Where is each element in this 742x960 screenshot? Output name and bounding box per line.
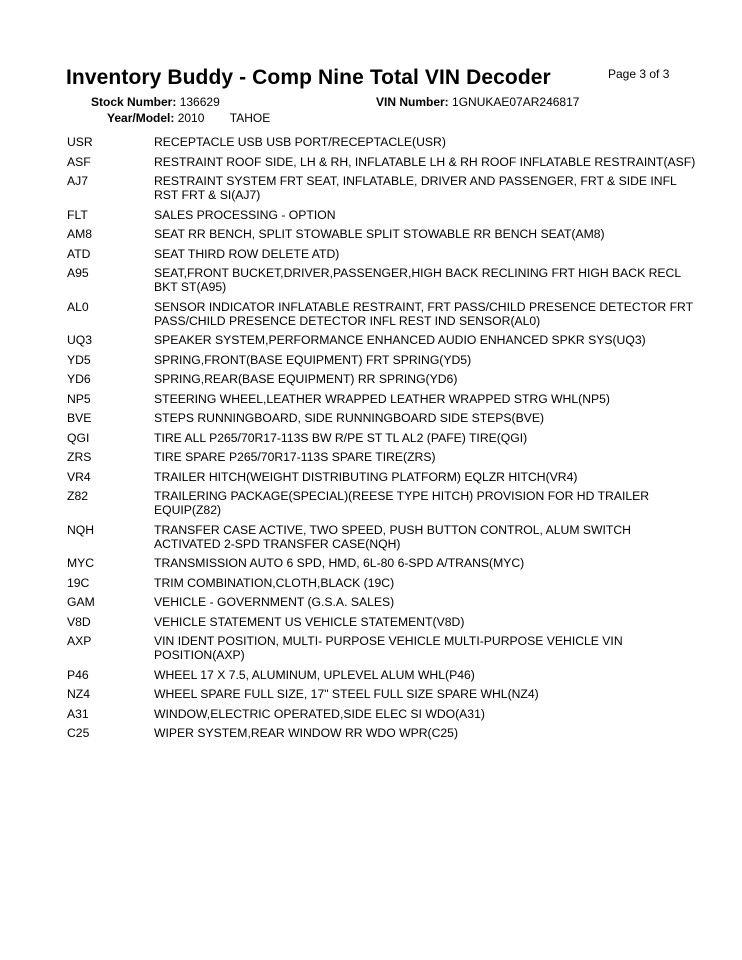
option-code: USR — [67, 135, 93, 149]
option-code: NP5 — [67, 391, 91, 406]
option-code: A95 — [67, 266, 89, 280]
option-row — [67, 450, 697, 464]
option-description: TIRE SPARE P265/70R17-113S SPARE TIRE(ZRS) — [154, 450, 436, 464]
option-list — [67, 135, 697, 746]
option-row — [67, 687, 697, 701]
option-code: Z82 — [67, 489, 89, 503]
option-description: TRIM COMBINATION,CLOTH,BLACK (19C) — [154, 575, 395, 590]
option-row — [67, 227, 697, 241]
option-description: VEHICLE STATEMENT US VEHICLE STATEMENT(V8D) — [154, 614, 465, 629]
option-description: SPEAKER SYSTEM,PERFORMANCE ENHANCED AUDIO ENHANCED SPKR SYS(UQ3) — [154, 333, 646, 347]
option-code: GAM — [67, 595, 95, 609]
option-description: SEAT THIRD ROW DELETE ATD) — [154, 246, 340, 261]
option-code: AJ7 — [67, 174, 89, 188]
option-code: QGI — [67, 430, 90, 445]
option-description: STEERING WHEEL,LEATHER WRAPPED LEATHER WRAPPED STRG WHL(NP5) — [154, 391, 610, 406]
option-code: ASF — [67, 154, 91, 169]
option-row — [67, 615, 697, 629]
vin-number-value: 1GNUKAE07AR246817 — [452, 95, 580, 109]
option-row — [67, 576, 697, 590]
model-value: TAHOE — [229, 111, 271, 125]
option-code: AL0 — [67, 299, 89, 314]
year-model — [107, 111, 270, 125]
option-row — [67, 595, 697, 609]
option-description: SALES PROCESSING - OPTION — [154, 207, 336, 222]
option-description: VIN IDENT POSITION, MULTI- PURPOSE VEHICLE MULTI-PURPOSE VEHICLE VIN POSITION(AXP) — [154, 634, 623, 662]
option-code: AM8 — [67, 227, 93, 241]
option-row — [67, 668, 697, 682]
option-description: TRANSMISSION AUTO 6 SPD, HMD, 6L-80 6-SPD A/TRANS(MYC) — [154, 556, 525, 570]
option-description: SENSOR INDICATOR INFLATABLE RESTRAINT, FRT PASS/CHILD PRESENCE DETECTOR FRT PASS/CHILD PRESENCE DETECTOR INFL REST IND SENSOR(AL0) — [154, 299, 693, 328]
option-code: YD6 — [67, 372, 91, 386]
stock-number — [91, 95, 220, 109]
option-description: WINDOW,ELECTRIC OPERATED,SIDE ELEC SI WDO(A31) — [154, 706, 485, 721]
option-row — [67, 155, 697, 169]
option-code: C25 — [67, 726, 90, 740]
option-row — [67, 300, 697, 328]
year-model-label: Year/Model: — [107, 111, 175, 125]
option-row — [67, 556, 697, 570]
page-number: Page 3 of 3 — [608, 67, 670, 81]
option-code: ZRS — [67, 450, 92, 464]
option-row — [67, 707, 697, 721]
option-description: WHEEL SPARE FULL SIZE, 17" STEEL FULL SIZE SPARE WHL(NZ4) — [154, 687, 539, 701]
option-row — [67, 135, 697, 149]
option-description: RESTRAINT ROOF SIDE, LH & RH, INFLATABLE LH & RH ROOF INFLATABLE RESTRAINT(ASF) — [154, 154, 696, 169]
option-row — [67, 174, 697, 202]
option-row — [67, 208, 697, 222]
option-row — [67, 634, 697, 662]
option-row — [67, 392, 697, 406]
option-row — [67, 431, 697, 445]
option-row — [67, 372, 697, 386]
option-code: AXP — [67, 634, 92, 648]
option-description: SPRING,REAR(BASE EQUIPMENT) RR SPRING(YD6) — [154, 372, 458, 386]
option-row — [67, 489, 697, 517]
option-code: NZ4 — [67, 687, 91, 701]
option-code: NQH — [67, 522, 95, 537]
option-code: V8D — [67, 614, 91, 629]
option-description: SEAT RR BENCH, SPLIT STOWABLE SPLIT STOWABLE RR BENCH SEAT(AM8) — [154, 227, 605, 241]
option-row — [67, 470, 697, 484]
option-description: TRANSFER CASE ACTIVE, TWO SPEED, PUSH BUTTON CONTROL, ALUM SWITCH ACTIVATED 2-SPD TRANSFER CASE(NQH) — [154, 522, 631, 551]
option-code: VR4 — [67, 469, 91, 484]
option-code: 19C — [67, 575, 90, 590]
option-description: TIRE ALL P265/70R17-113S BW R/PE ST TL AL2 (PAFE) TIRE(QGI) — [154, 430, 528, 445]
option-code: A31 — [67, 706, 89, 721]
option-description: TRAILERING PACKAGE(SPECIAL)(REESE TYPE HITCH) PROVISION FOR HD TRAILER EQUIP(Z82) — [154, 489, 650, 517]
option-description: SPRING,FRONT(BASE EQUIPMENT) FRT SPRING(YD5) — [154, 352, 472, 367]
option-row — [67, 247, 697, 261]
document-title: Inventory Buddy - Comp Nine Total VIN Decoder — [66, 66, 551, 89]
vin-number — [376, 95, 579, 109]
option-code: BVE — [67, 411, 92, 425]
option-row — [67, 333, 697, 347]
option-code: YD5 — [67, 352, 91, 367]
option-code: ATD — [67, 246, 91, 261]
option-row — [67, 411, 697, 425]
stock-number-label: Stock Number: — [91, 95, 177, 109]
option-description: TRAILER HITCH(WEIGHT DISTRIBUTING PLATFORM) EQLZR HITCH(VR4) — [154, 469, 578, 484]
stock-number-value: 136629 — [179, 95, 220, 109]
option-row — [67, 523, 697, 551]
option-row — [67, 353, 697, 367]
year-value: 2010 — [177, 111, 205, 125]
option-code: UQ3 — [67, 333, 93, 347]
option-code: FLT — [67, 207, 88, 222]
option-description: STEPS RUNNINGBOARD, SIDE RUNNINGBOARD SIDE STEPS(BVE) — [154, 411, 545, 425]
option-description: RESTRAINT SYSTEM FRT SEAT, INFLATABLE, DRIVER AND PASSENGER, FRT & SIDE INFL RST FRT & SI(AJ7) — [154, 174, 677, 202]
option-row — [67, 726, 697, 740]
option-description: SEAT,FRONT BUCKET,DRIVER,PASSENGER,HIGH BACK RECLINING FRT HIGH BACK RECL BKT ST(A95) — [154, 266, 681, 294]
option-code: P46 — [67, 667, 89, 682]
option-description: WIPER SYSTEM,REAR WINDOW RR WDO WPR(C25) — [154, 726, 459, 740]
option-row — [67, 266, 697, 294]
option-description: RECEPTACLE USB USB PORT/RECEPTACLE(USR) — [154, 135, 446, 149]
vin-number-label: VIN Number: — [376, 95, 449, 109]
option-description: WHEEL 17 X 7.5, ALUMINUM, UPLEVEL ALUM WHL(P46) — [154, 667, 475, 682]
option-code: MYC — [67, 556, 95, 570]
option-description: VEHICLE - GOVERNMENT (G.S.A. SALES) — [154, 595, 395, 609]
